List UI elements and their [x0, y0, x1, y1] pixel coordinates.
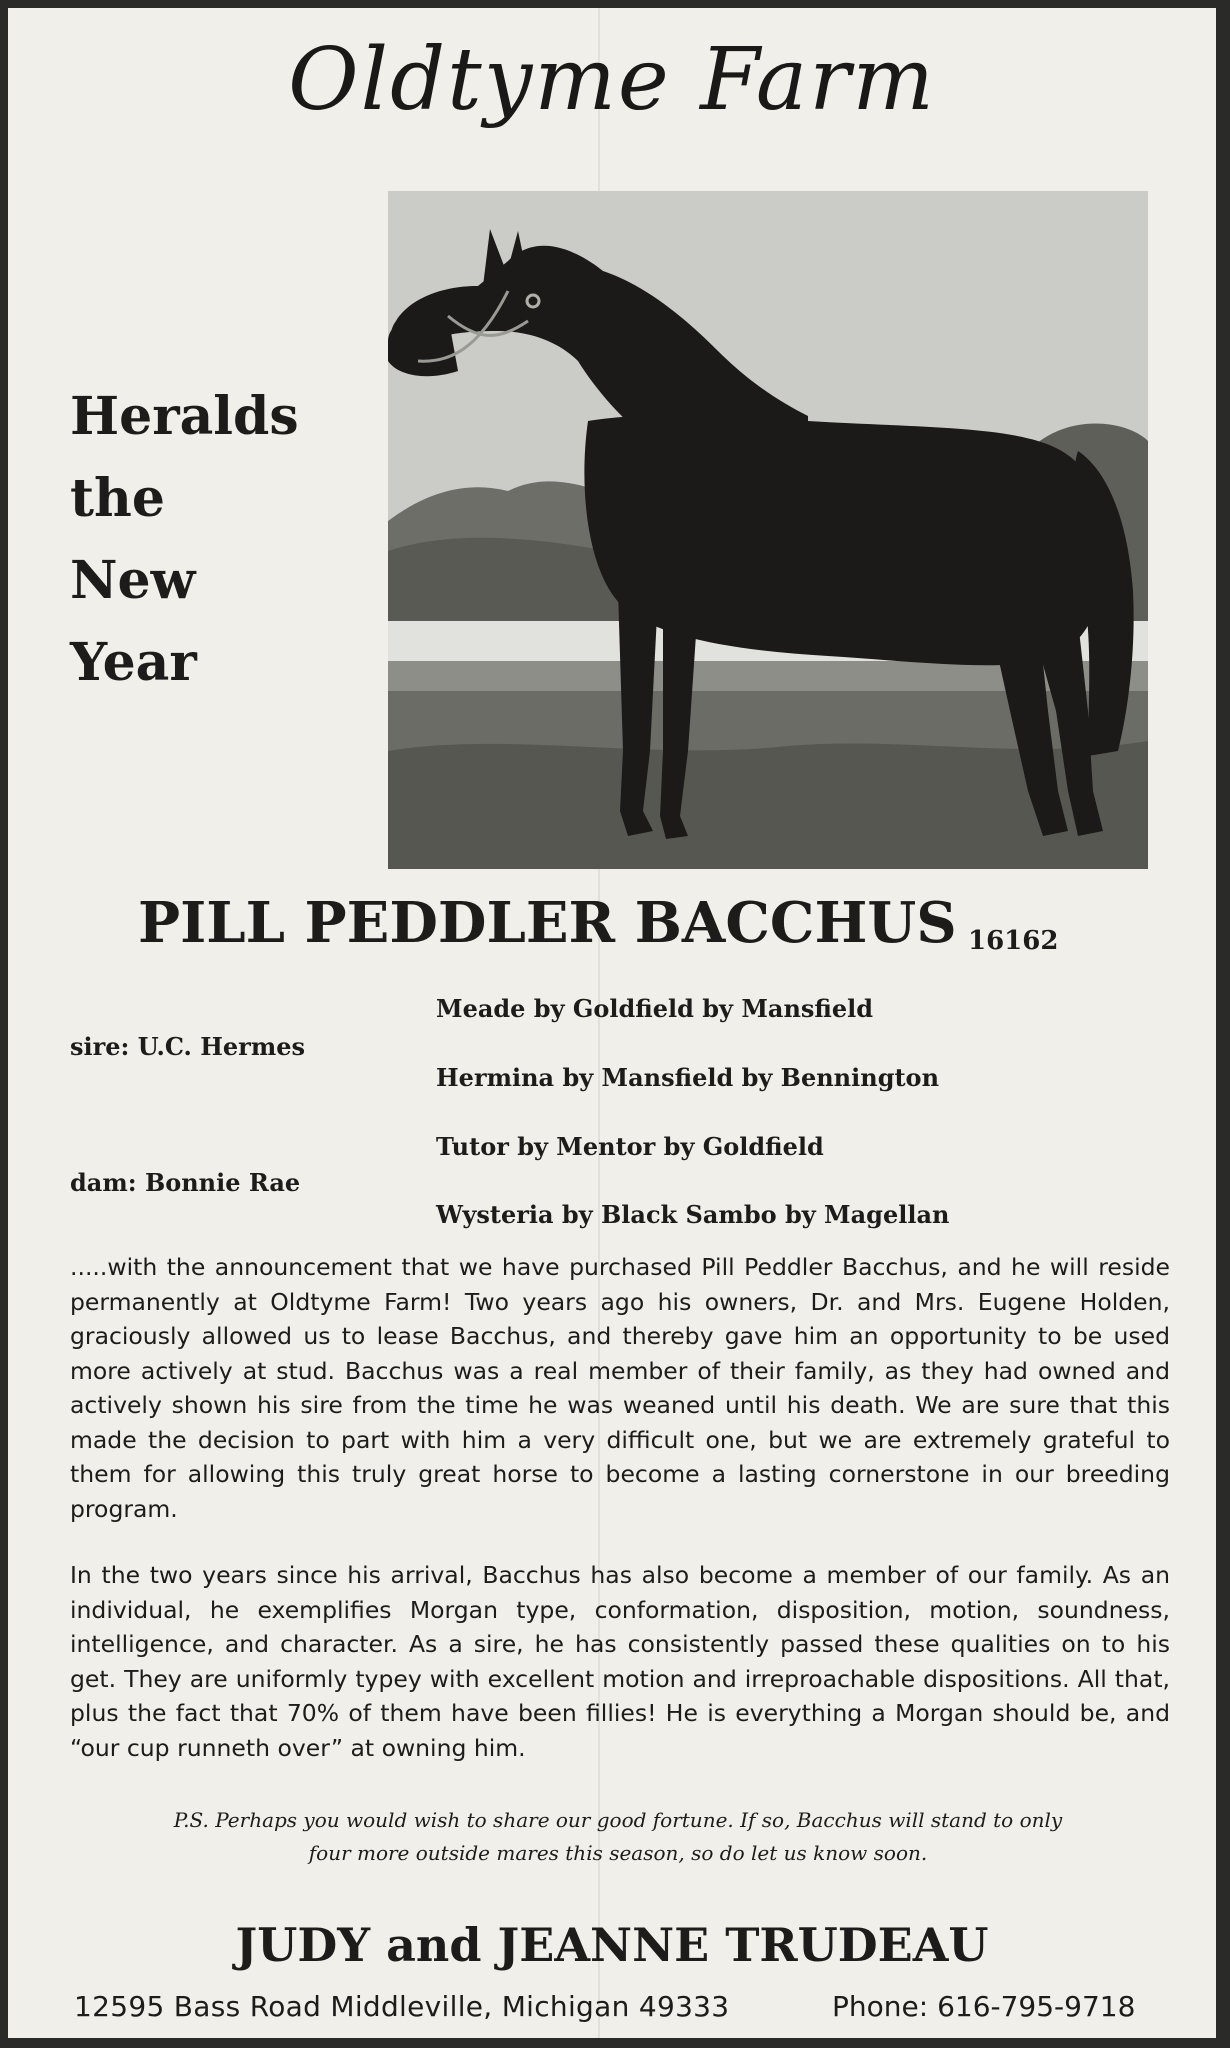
body-paragraph-2: In the two years since his arrival, Bacchus has also become a member of our family. As an individual, he exemplifies Morgan type, conformation, disposition, motion, soundness, intelligence, and character. As a sire, he has consistently passed these qualities on to his get. They are uniformly typey with excellent motion and irreproachable dispositions. All that, plus the fact that 70% of them have been fillies! He is everything a Morgan should be, and “our cup runneth over” at owning him.	[70, 1561, 1170, 1762]
horse-photo-graphic	[388, 191, 1148, 869]
pedigree-sire-dam: Hermina by Mansfield by Bennington	[436, 1063, 940, 1092]
body-paragraph-1: .....with the announcement that we have purchased Pill Peddler Bacchus, and he will reside permanently at Oldtyme Farm! Two years ago his owners, Dr. and Mrs. Eugene Holden, graciously allowed us to lease Bacchus, and thereby gave him an opportunity to be used more actively at stud. Bacchus was a real member of their family, as they had owned and actively shown his sire from the time he was weaned until his death. We are sure that this made the decision to part with him a very difficult one, but we are extremely grateful to them for allowing this truly great horse to become a lasting cornerstone in our breeding program.	[70, 1253, 1170, 1523]
pedigree-dam-dam: Wysteria by Black Sambo by Magellan	[436, 1200, 950, 1229]
headline-line: the	[70, 468, 165, 529]
registration-number: 16162	[968, 926, 1059, 956]
ad-page	[8, 8, 1216, 2038]
address: 12595 Bass Road Middleville, Michigan 49333	[74, 1990, 730, 2023]
headline-line: New	[70, 550, 196, 611]
sire-label: sire: U.C. Hermes	[70, 1032, 305, 1061]
phone-number: Phone: 616-795-9718	[832, 1990, 1136, 2023]
postscript: P.S. Perhaps you would wish to share our good fortune. If so, Bacchus will stand to only four more outside mares this season, so do let us know soon.	[173, 1808, 1063, 1865]
farm-title: Oldtyme Farm	[288, 30, 936, 130]
headline-heralds-the-new-year	[70, 376, 299, 704]
dam-label: dam: Bonnie Rae	[70, 1168, 301, 1197]
owners-name: JUDY and JEANNE TRUDEAU	[235, 1918, 989, 1972]
horse-photo	[388, 191, 1148, 869]
pedigree-dam-sire: Tutor by Mentor by Goldfield	[436, 1132, 824, 1161]
horse-name: PILL PEDDLER BACCHUS	[138, 890, 957, 956]
headline-line: Heralds	[70, 386, 299, 447]
pedigree-sire-sire: Meade by Goldfield by Mansfield	[436, 994, 874, 1023]
headline-line: Year	[70, 632, 197, 693]
